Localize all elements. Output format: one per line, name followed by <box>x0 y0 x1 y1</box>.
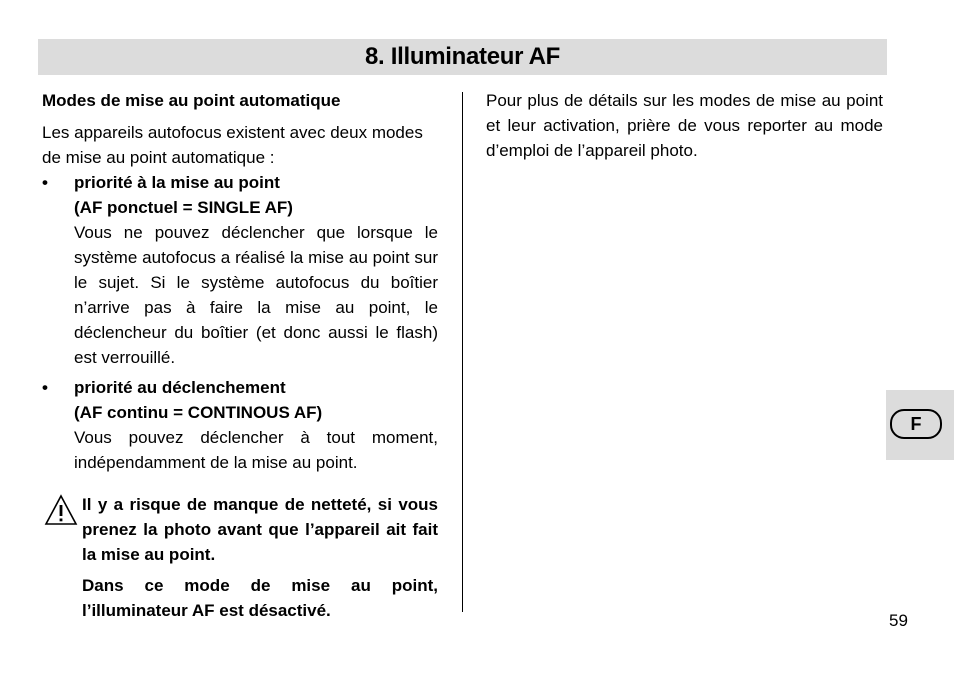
left-column <box>42 88 438 623</box>
section-title-bar <box>38 39 887 75</box>
bullet-marker: • <box>42 378 48 397</box>
bullet-title: priorité au déclenchement <box>74 378 286 397</box>
page-title: 8. Illuminateur AF <box>364 43 561 70</box>
bullet-marker: • <box>42 173 48 192</box>
right-paragraph: Pour plus de détails sur les modes de mise au point et leur activation, prière de vous reporter au mode d’emploi de l’appareil photo. <box>486 91 883 160</box>
bullet-item-continuous-af <box>42 375 438 475</box>
bullet-title: priorité à la mise au point <box>74 173 280 192</box>
bullet-body: Vous pouvez déclencher à tout moment, indépendamment de la mise au point. <box>74 428 438 472</box>
bullet-item-single-af <box>42 170 438 370</box>
page-number: 59 <box>889 611 908 630</box>
bullet-subtitle: (AF continu = CONTINOUS AF) <box>74 403 323 422</box>
bullet-body: Vous ne pouvez déclencher que lorsque le système autofocus a réalisé la mise au point sur le sujet. Si le système autofocus du boîtier n’arrive pas à faire la mise au point, le déclencheur du boîtier (et donc aussi le flash) est verrouillé. <box>74 223 438 367</box>
warning-note: Dans ce mode de mise au point, l’illuminateur AF est désactivé. <box>82 576 438 620</box>
bullet-subtitle: (AF ponctuel = SINGLE AF) <box>74 198 293 217</box>
warning-text: Il y a risque de manque de netteté, si vous prenez la photo avant que l’appareil ait fait la mise au point. <box>82 495 438 564</box>
intro-paragraph: Les appareils autofocus existent avec deux modes de mise au point automatique : <box>42 123 423 167</box>
warning-triangle-icon <box>44 494 78 526</box>
language-tab <box>886 390 954 460</box>
subheading: Modes de mise au point automatique <box>42 91 341 110</box>
column-divider <box>462 92 463 612</box>
language-tab-label: F <box>890 409 942 439</box>
right-column <box>486 88 883 163</box>
warning-block <box>42 492 438 623</box>
